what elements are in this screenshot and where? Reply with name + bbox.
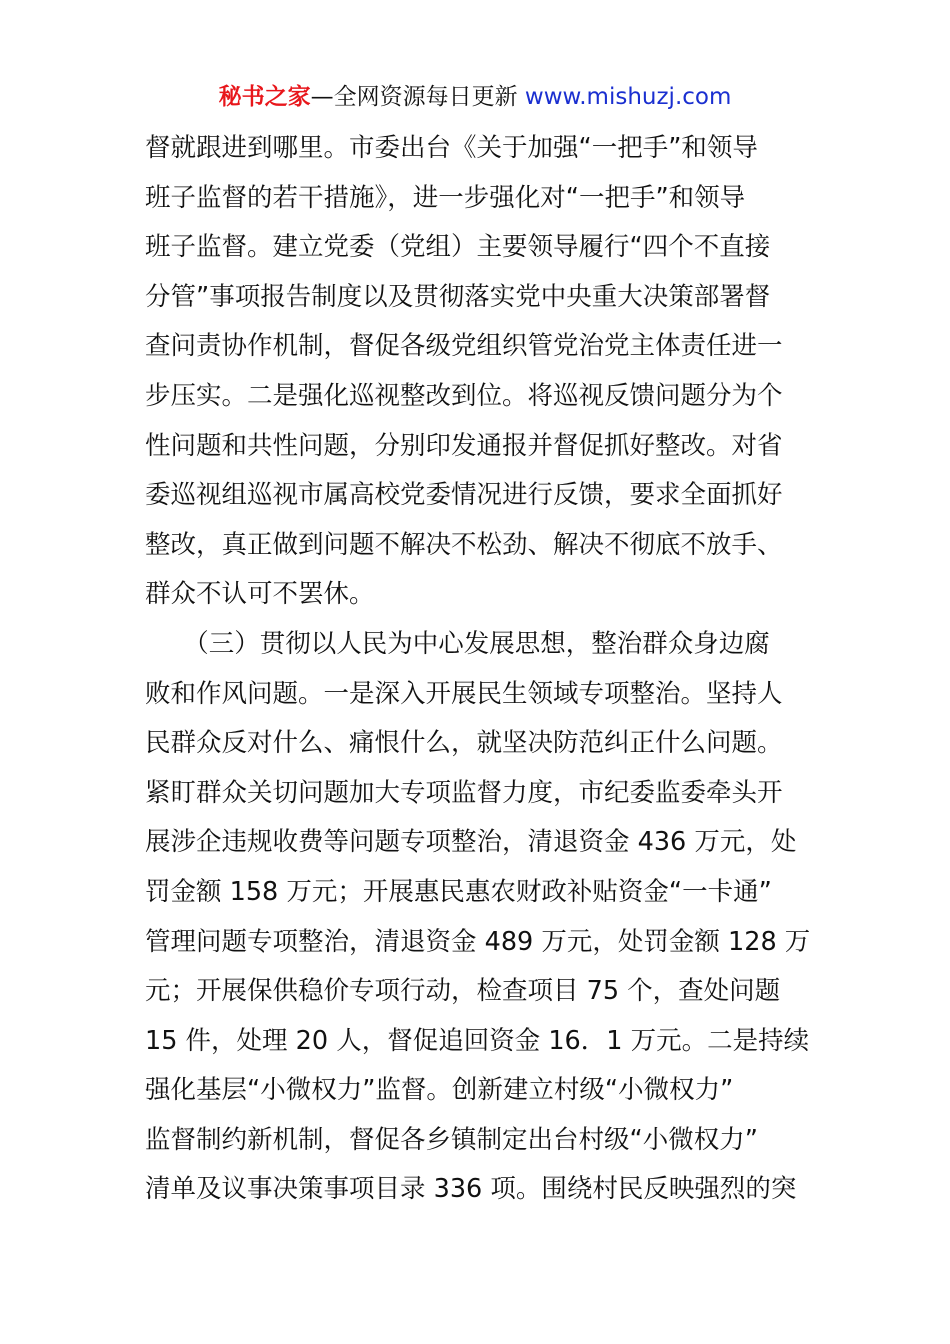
text-line: 民群众反对什么、痛恨什么，就坚决防范纠正什么问题。 xyxy=(145,728,783,759)
text-line: 委巡视组巡视市属高校党委情况进行反馈，要求全面抓好 xyxy=(145,480,783,511)
site-brand: 秘书之家 xyxy=(218,84,311,110)
text-line: 紧盯群众关切问题加大专项监督力度，市纪委监委牵头开 xyxy=(145,777,783,808)
text-line: 性问题和共性问题，分别印发通报并督促抓好整改。对省 xyxy=(145,430,783,461)
site-header xyxy=(0,80,950,114)
text-line: 罚金额 158 万元；开展惠民惠农财政补贴资金“一卡通” xyxy=(145,876,772,907)
text-line: 督就跟进到哪里。市委出台《关于加强“一把手”和领导 xyxy=(145,133,758,163)
text-line: 败和作风问题。一是深入开展民生领域专项整治。坚持人 xyxy=(145,678,783,709)
text-line: 清单及议事决策事项目录 336 项。围绕村民反映强烈的突 xyxy=(145,1174,797,1205)
text-line: 整改，真正做到问题不解决不松劲、解决不彻底不放手、 xyxy=(145,529,783,560)
site-url-link[interactable]: www.mishuzj.com xyxy=(524,84,732,110)
text-line: 管理问题专项整治，清退资金 489 万元，处罚金额 128 万 xyxy=(145,926,810,957)
text-line: 查问责协作机制，督促各级党组织管党治党主体责任进一 xyxy=(145,331,783,362)
text-line: 展涉企违规收费等问题专项整治，清退资金 436 万元，处 xyxy=(145,827,797,858)
text-line: 监督制约新机制，督促各乡镇制定出台村级“小微权力” xyxy=(145,1124,758,1155)
text-line: 步压实。二是强化巡视整改到位。将巡视反馈问题分为个 xyxy=(145,380,783,411)
text-line: 强化基层“小微权力”监督。创新建立村级“小微权力” xyxy=(145,1075,734,1106)
text-line: 15 件，处理 20 人，督促追回资金 16．1 万元。二是持续 xyxy=(145,1025,810,1056)
document-body xyxy=(145,124,810,1215)
text-line: （三）贯彻以人民为中心发展思想，整治群众身边腐 xyxy=(145,628,770,659)
text-line: 群众不认可不罢休。 xyxy=(145,579,375,610)
site-tagline: —全网资源每日更新 xyxy=(310,84,525,110)
text-line: 班子监督。建立党委（党组）主要领导履行“四个不直接 xyxy=(145,232,771,263)
text-line: 班子监督的若干措施》，进一步强化对“一把手”和领导 xyxy=(145,182,746,213)
text-line: 元；开展保供稳价专项行动，检查项目 75 个，查处问题 xyxy=(145,976,781,1007)
text-line: 分管”事项报告制度以及贯彻落实党中央重大决策部署督 xyxy=(145,281,771,312)
